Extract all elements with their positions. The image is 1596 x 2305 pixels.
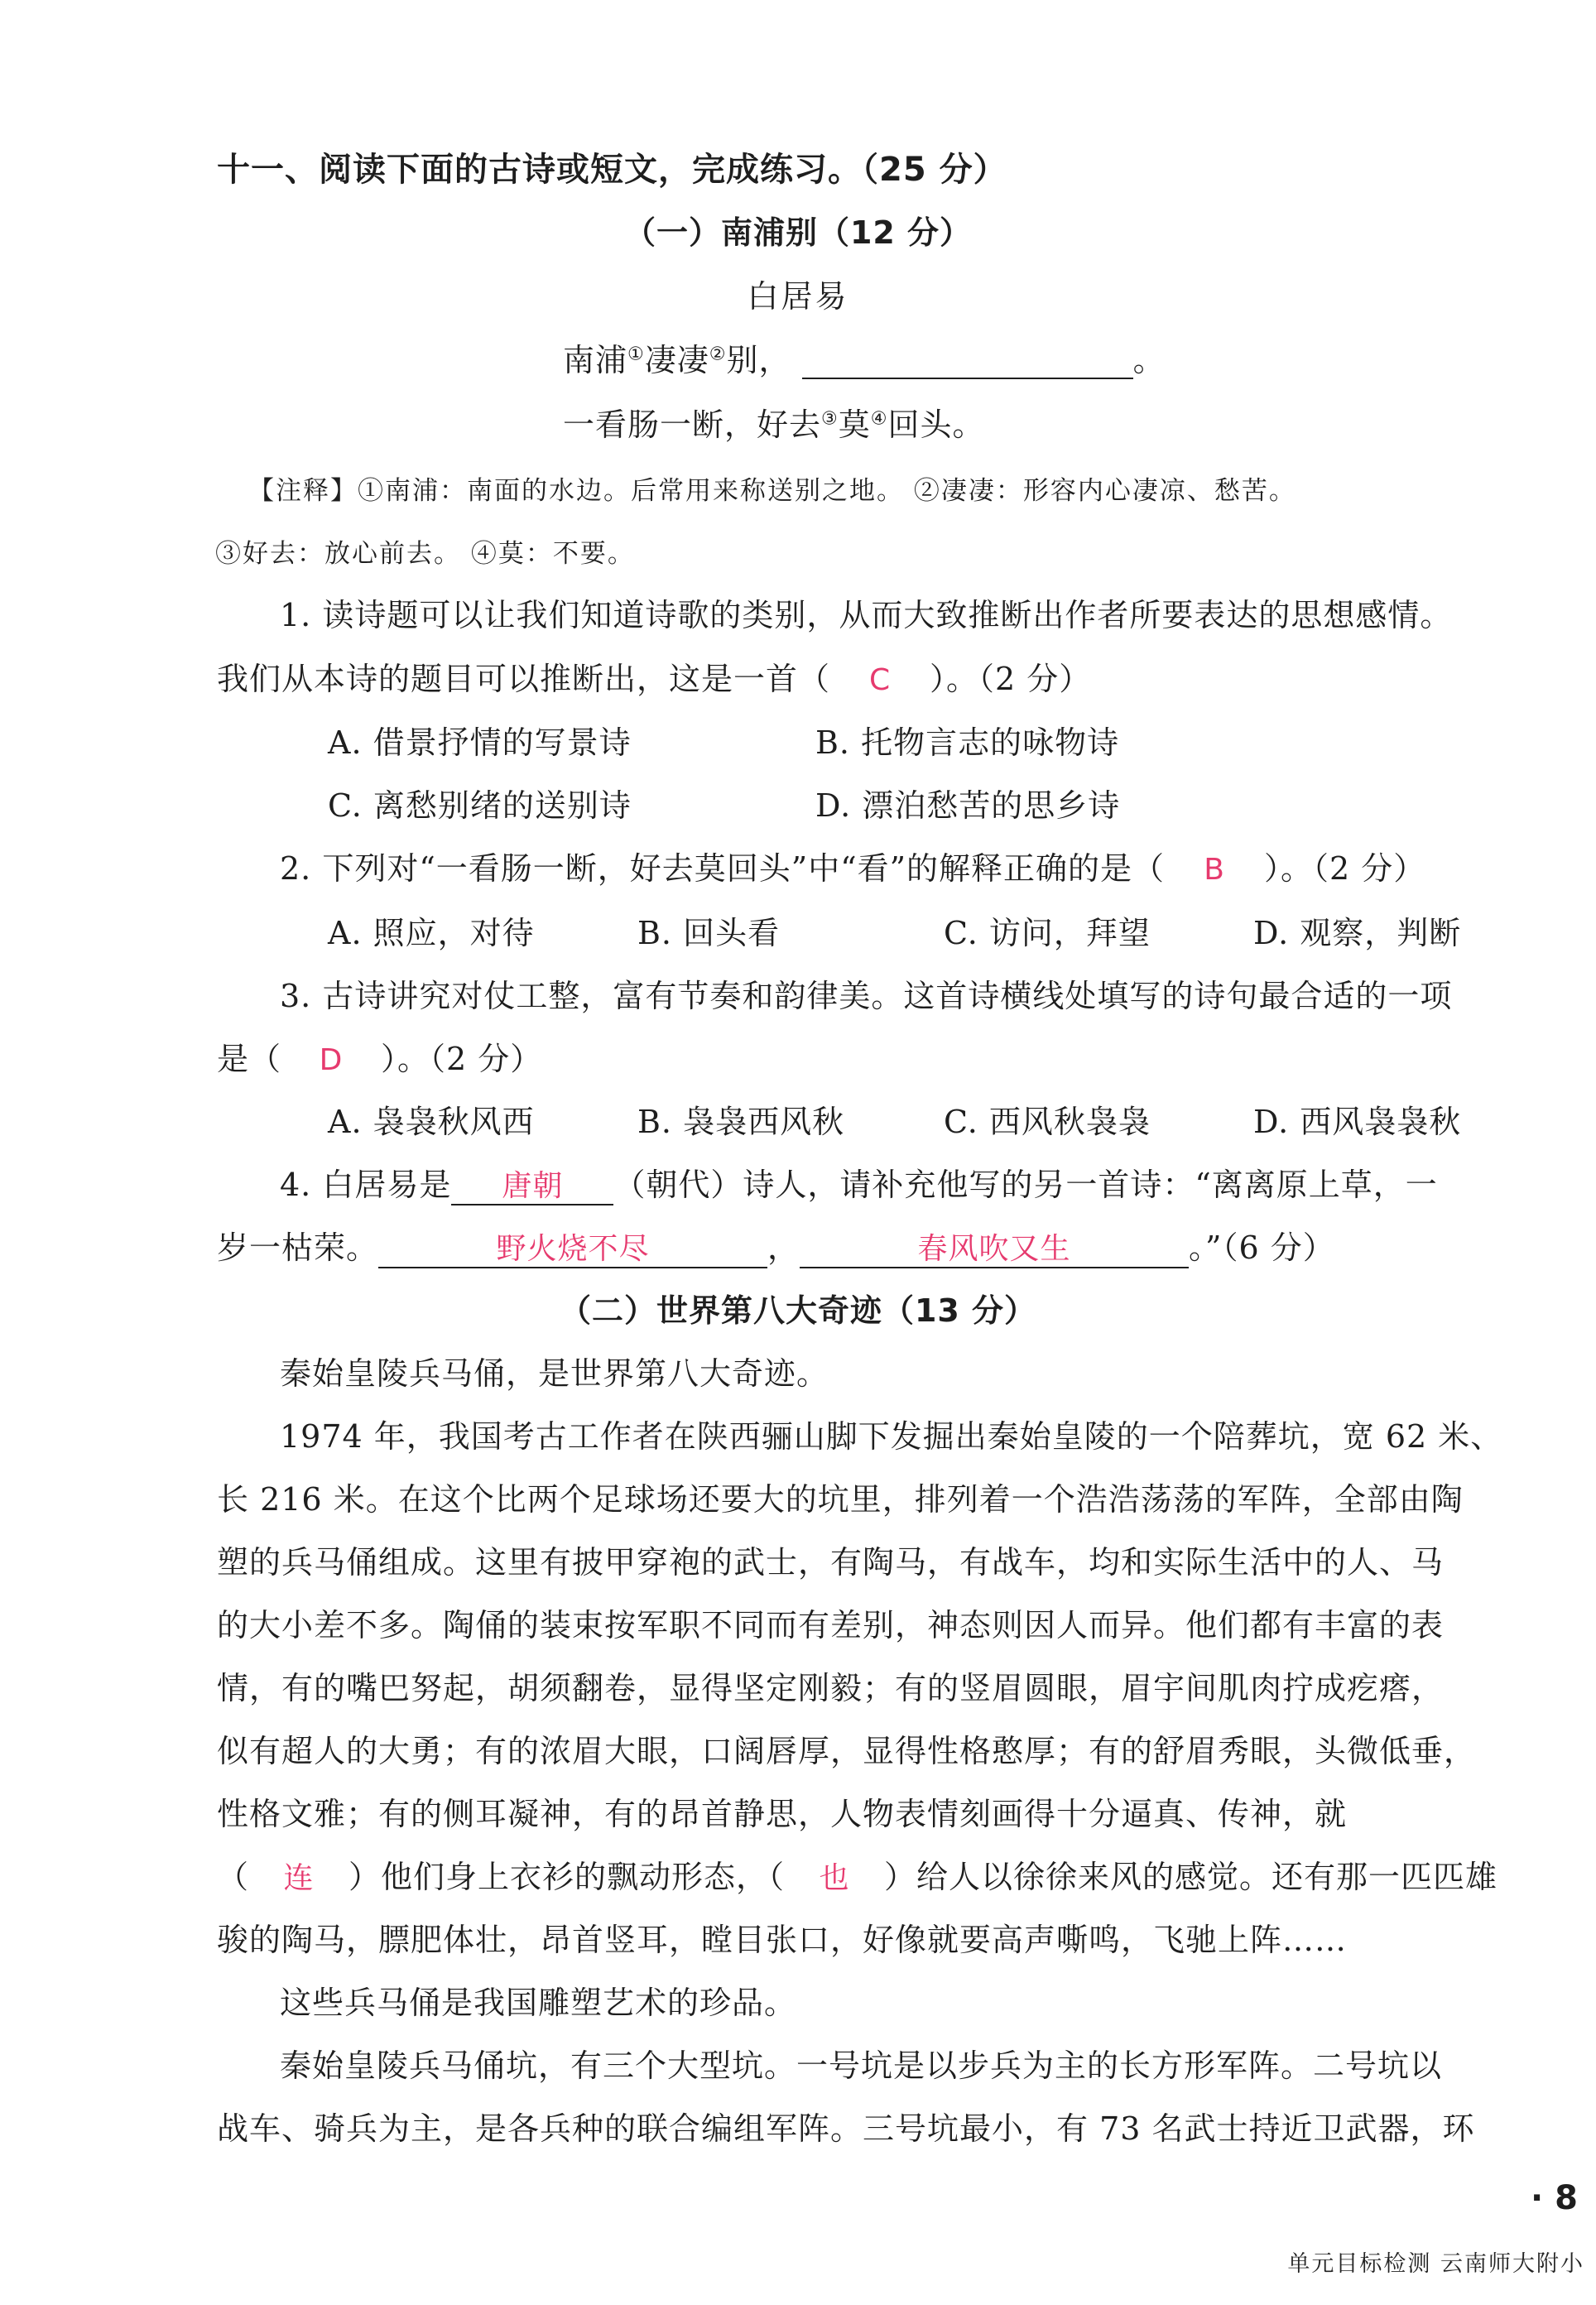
passage-p2-line: 塑的兵马俑组成。这里有披甲穿袍的武士，有陶马，有战车，均和实际生活中的人、马 — [217, 1544, 1445, 1581]
passage-answer-2: 也 — [819, 1861, 850, 1895]
q3-option-c: C. 西风秋袅袅 — [944, 1104, 1151, 1140]
poem-text: 别， — [726, 342, 791, 378]
passage-p2-line: 似有超人的大勇；有的浓眉大眼，口阔唇厚，显得性格憨厚；有的舒眉秀眼，头微低垂， — [217, 1733, 1477, 1769]
q1-text: 我们从本诗的题目可以推断出，这是一首（ — [217, 661, 831, 697]
note-marker: ③ — [821, 408, 839, 430]
fill-blank[interactable] — [802, 343, 1133, 379]
q4-text: （朝代）诗人，请补充他写的另一首诗：“离离原上草，一 — [613, 1167, 1438, 1203]
q2-text: 2. 下列对“一看肠一断，好去莫回头”中“看”的解释正确的是（ — [280, 850, 1166, 887]
q2-stem — [280, 848, 1425, 891]
poem-text: 莫 — [838, 407, 871, 443]
passage-p2-line: 性格文雅；有的侧耳凝神，有的昂首静思，人物表情刻画得十分逼真、传神，就 — [217, 1796, 1348, 1832]
passage-p4-line: 战车、骑兵为主，是各兵种的联合编组军阵。三号坑最小，有 73 名武士持近卫武器，环 — [217, 2110, 1475, 2147]
q4-answer-dynasty[interactable]: 唐朝 — [451, 1169, 613, 1205]
q4-score: 。”（6 分） — [1189, 1229, 1335, 1266]
poem-notes-2: ③好去：放心前去。 ④莫：不要。 — [215, 539, 635, 569]
poem-title: （一）南浦别（12 分） — [623, 214, 973, 251]
poem-text: 回头。 — [887, 407, 985, 443]
passage-p1: 秦始皇陵兵马俑，是世界第八大奇迹。 — [280, 1355, 829, 1392]
q2-option-d: D. 观察，判断 — [1253, 915, 1462, 951]
passage-p2-line: 骏的陶马，膘肥体壮，昂首竖耳，瞠目张口，好像就要高声嘶鸣，飞驰上阵…… — [217, 1922, 1348, 1958]
q4-text: 4. 白居易是 — [280, 1167, 452, 1203]
q2-answer: B — [1204, 853, 1225, 887]
q2-option-a: A. 照应，对待 — [328, 915, 535, 951]
passage-p2-line-blanks — [217, 1856, 1497, 1899]
q4-text: 岁一枯荣。 — [217, 1229, 379, 1266]
footer-label: 单元目标检测 云南师大附小 — [1287, 2251, 1584, 2277]
q3-option-d: D. 西风袅袅秋 — [1253, 1104, 1462, 1140]
q3-option-b: B. 袅袅西风秋 — [637, 1104, 845, 1140]
passage-text: ）他们身上衣衫的飘动形态，（ — [349, 1859, 786, 1895]
q3-score: ）。（2 分） — [381, 1041, 543, 1077]
q2-option-c: C. 访问，拜望 — [944, 915, 1151, 951]
q1-score: ）。（2 分） — [930, 661, 1092, 697]
poem-text: 一看肠一断，好去 — [563, 407, 822, 443]
section-title: 十一、阅读下面的古诗或短文，完成练习。（25 分） — [217, 151, 1007, 189]
q2-option-b: B. 回头看 — [637, 915, 781, 951]
q1-stem: 1. 读诗题可以让我们知道诗歌的类别，从而大致推断出作者所要表达的思想感情。 — [280, 597, 1453, 633]
q3-stem-2 — [217, 1038, 542, 1081]
poem-text: 凄凄 — [644, 342, 709, 378]
q1-option-a: A. 借景抒情的写景诗 — [328, 724, 632, 761]
passage-text: （ — [217, 1859, 250, 1895]
passage-p2-line: 情，有的嘴巴努起，胡须翻卷，显得坚定刚毅；有的竖眉圆眼，眉宇间肌肉拧成疙瘩， — [217, 1670, 1445, 1706]
poem-notes-1: 【注释】①南浦：南面的水边。后常用来称送别之地。 ②凄凄：形容内心凄凉、愁苦。 — [248, 476, 1296, 506]
q4-text: ， — [767, 1229, 800, 1266]
passage-p2-line: 的大小差不多。陶俑的装束按军职不同而有差别，神态则因人而异。他们都有丰富的表 — [217, 1607, 1445, 1643]
q1-stem-2 — [217, 658, 1091, 701]
note-marker: ② — [709, 344, 727, 365]
poem-text: 。 — [1132, 342, 1166, 378]
page-number: · 8 — [1531, 2179, 1578, 2217]
passage-p2-line: 1974 年，我国考古工作者在陕西骊山脚下发掘出秦始皇陵的一个陪葬坑，宽 62 米、 — [280, 1418, 1503, 1455]
passage-text: ）给人以徐徐来风的感觉。还有那一匹匹雄 — [884, 1859, 1498, 1895]
poem-author: 白居易 — [747, 278, 849, 315]
q4-stem-2 — [217, 1227, 1335, 1268]
q1-answer: C — [868, 663, 892, 697]
q3-option-a: A. 袅袅秋风西 — [328, 1104, 535, 1140]
q4-stem — [280, 1164, 1438, 1205]
q2-score: ）。（2 分） — [1264, 850, 1426, 887]
note-marker: ④ — [870, 408, 888, 430]
q1-option-c: C. 离愁别绪的送别诗 — [328, 787, 632, 824]
q1-option-d: D. 漂泊愁苦的思乡诗 — [815, 787, 1121, 824]
q4-answer-line-1[interactable]: 野火烧不尽 — [378, 1232, 767, 1268]
q3-text: 是（ — [217, 1041, 282, 1077]
poem-line-2 — [563, 404, 985, 445]
passage-p4-line: 秦始皇陵兵马俑坑，有三个大型坑。一号坑是以步兵为主的长方形军阵。二号坑以 — [280, 2048, 1443, 2084]
passage-p2-line: 长 216 米。在这个比两个足球场还要大的坑里，排列着一个浩浩荡荡的军阵，全部由陶 — [217, 1481, 1464, 1518]
poem-text: 南浦 — [563, 342, 628, 378]
q1-option-b: B. 托物言志的咏物诗 — [815, 724, 1120, 761]
passage-p3: 这些兵马俑是我国雕塑艺术的珍品。 — [280, 1985, 797, 2021]
q3-stem: 3. 古诗讲究对仗工整，富有节奏和韵律美。这首诗横线处填写的诗句最合适的一项 — [280, 978, 1453, 1014]
note-marker: ① — [627, 344, 645, 365]
q4-answer-line-2[interactable]: 春风吹又生 — [800, 1232, 1189, 1268]
passage-title: （二）世界第八大奇迹（13 分） — [559, 1292, 1037, 1329]
poem-line-1 — [563, 339, 1166, 381]
q3-answer: D — [319, 1043, 344, 1077]
passage-answer-1: 连 — [283, 1861, 315, 1895]
